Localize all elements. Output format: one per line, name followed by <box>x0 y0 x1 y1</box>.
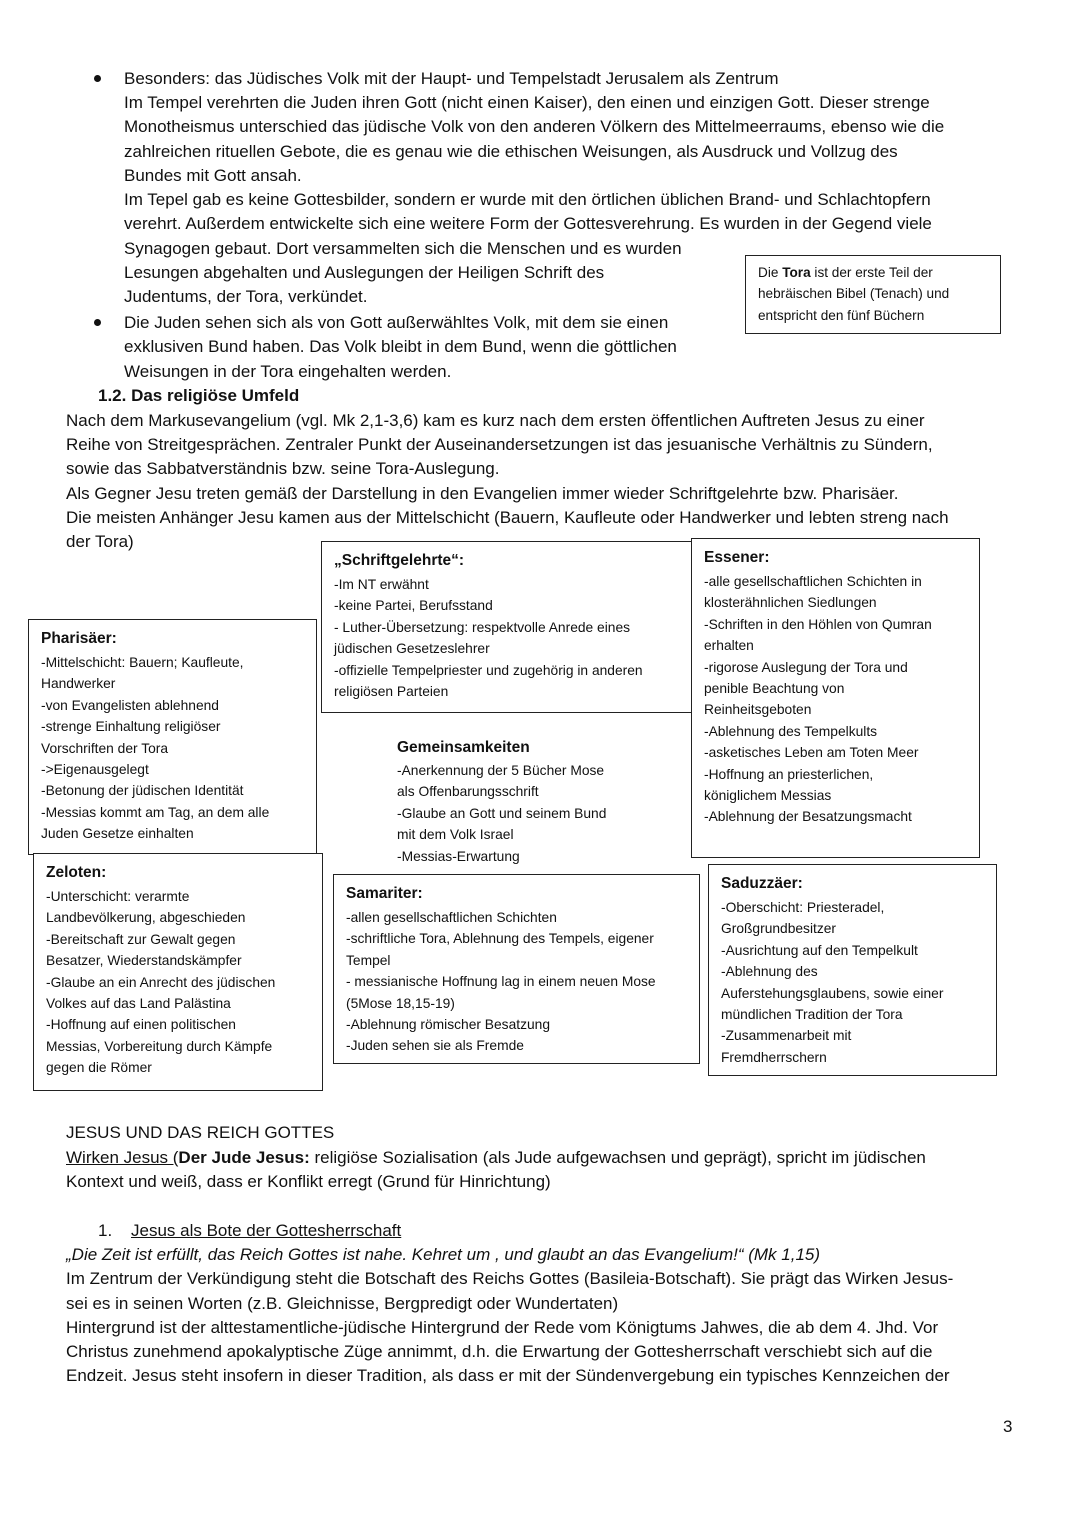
box-item: mündlichen Tradition der Tora <box>721 1007 903 1023</box>
box-item: -asketisches Leben am Toten Meer <box>704 745 919 761</box>
box-item: (5Mose 18,15-19) <box>346 995 455 1011</box>
tora-line-1 <box>758 262 988 283</box>
box-item: Tempel <box>346 952 391 968</box>
bullet-dot <box>94 319 101 326</box>
box-item: -Hoffnung an priesterlichen, <box>704 766 874 782</box>
box-item: Reinheitsgeboten <box>704 702 812 718</box>
box-item: -Ausrichtung auf den Tempelkult <box>721 942 918 958</box>
box-item: jüdischen Gesetzeslehrer <box>334 641 490 657</box>
wirken-line-2: Kontext und weiß, dass er Konflikt erregt (Grund für Hinrichtung) <box>66 1172 551 1191</box>
text-line: zahlreichen rituellen Gebote, die es genau wie die ethischen Weisungen, als Ausdruck und Vollzug des <box>124 142 898 161</box>
box-item: Vorschriften der Tora <box>41 740 169 756</box>
box-item: -allen gesellschaftlichen Schichten <box>346 910 557 925</box>
box-item: Auferstehungsglaubens, sowie einer <box>721 985 944 1001</box>
box-item: -Schriften in den Höhlen von Qumran <box>704 616 932 632</box>
wirken-rest: religiöse Sozialisation (als Jude aufgewachsen und geprägt), spricht im jüdischen <box>309 1148 926 1167</box>
box-item: ->Eigenausgelegt <box>41 762 149 778</box>
box-item: - messianische Hoffnung lag in einem neuen Mose <box>346 974 656 990</box>
text-line: Besonders: das Jüdisches Volk mit der Haupt- und Tempelstadt Jerusalem als Zentrum <box>124 69 779 88</box>
box-item: -Zusammenarbeit mit <box>721 1028 852 1044</box>
box-item: penible Beachtung von <box>704 681 845 697</box>
text-line: Hintergrund ist der alttestamentliche-jüdische Hintergrund der Rede vom Königtums Jahwes, die ab dem 4. Jhd. Vor <box>66 1318 939 1337</box>
wirken-line-1 <box>66 1146 926 1170</box>
box-item: -Glaube an Gott und seinem Bund <box>397 805 607 821</box>
box-item: -Messias-Erwartung <box>397 848 520 864</box>
text-line: sowie das Sabbatverständnis bzw. seine Tora-Auslegung. <box>66 459 500 478</box>
text-line: der Tora) <box>66 532 134 551</box>
box-item: -Betonung der jüdischen Identität <box>41 783 244 799</box>
pharisaeer-box <box>28 619 317 855</box>
box-item: erhalten <box>704 638 754 654</box>
text-line: exklusiven Bund haben. Das Volk bleibt in dem Bund, wenn die göttlichen <box>124 337 677 356</box>
tora-line-3: entspricht den fünf Büchern <box>758 307 925 323</box>
section-heading: 1.2. Das religiöse Umfeld <box>98 386 300 405</box>
samariter-box <box>333 874 700 1064</box>
box-item: -Ablehnung des <box>721 964 818 980</box>
saduzzaeer-box <box>708 864 997 1076</box>
text-line: Christus zunehmend apokalyptische Züge annimmt, d.h. die Erwartung der Gottesherrschaft verschiebt sich auf die <box>66 1342 933 1361</box>
box-item: Messias, Vorbereitung durch Kämpfe <box>46 1038 273 1054</box>
text-line: Nach dem Markusevangelium (vgl. Mk 2,1-3,6) kam es kurz nach dem ersten öffentlichen Auftreten Jesus zu einer <box>66 411 925 430</box>
box-title: Zeloten: <box>46 864 107 881</box>
box-item: -Unterschicht: verarmte <box>46 889 190 904</box>
text-line: Im Zentrum der Verkündigung steht die Botschaft des Reichs Gottes (Basileia-Botschaft). Sie prägt das Wirken Jesus- <box>66 1269 954 1288</box>
text-line: Die Juden sehen sich als von Gott außerwähltes Volk, mit dem sie einen <box>124 313 669 332</box>
box-item: -Anerkennung der 5 Bücher Mose <box>397 763 605 778</box>
box-item: -schriftliche Tora, Ablehnung des Tempels, eigener <box>346 931 654 947</box>
box-title: Pharisäer: <box>41 630 117 647</box>
box-item: als Offenbarungsschrift <box>397 784 539 800</box>
box-item: -strenge Einhaltung religiöser <box>41 719 221 735</box>
box-item: Handwerker <box>41 676 116 692</box>
box-item: klosterähnlichen Siedlungen <box>704 595 877 611</box>
page-number: 3 <box>1003 1417 1013 1436</box>
box-item: -Hoffnung auf einen politischen <box>46 1017 236 1033</box>
box-item: -Oberschicht: Priesteradel, <box>721 900 885 915</box>
tora-pre: Die <box>758 265 783 280</box>
box-title: Samariter: <box>346 885 423 902</box>
essener-box <box>691 538 980 858</box>
box-item: -offizielle Tempelpriester und zugehörig in anderen <box>334 662 643 678</box>
box-item: -alle gesellschaftlichen Schichten in <box>704 574 922 589</box>
box-item: - Luther-Übersetzung: respektvolle Anrede eines <box>334 619 631 635</box>
subsection-number: 1. <box>98 1221 113 1240</box>
subsection-heading: Jesus als Bote der Gottesherrschaft <box>131 1221 402 1240</box>
bible-quote: „Die Zeit ist erfüllt, das Reich Gottes ist nahe. Kehret um , und glaubt an das Evangelium!“ (Mk 1,15) <box>66 1245 821 1264</box>
text-line: Monotheismus unterschied das jüdische Volk von den anderen Völkern des Mittelmeerraums, ebenso wie die <box>124 117 945 136</box>
box-item: -von Evangelisten ablehnend <box>41 697 219 713</box>
text-line: Reihe von Streitgesprächen. Zentraler Punkt der Auseinandersetzungen ist das jesuanische Verhältnis zu Sündern, <box>66 435 933 454</box>
bullet-dot <box>94 75 101 82</box>
box-item: -rigorose Auslegung der Tora und <box>704 659 908 675</box>
box-item: -Messias kommt am Tag, an dem alle <box>41 804 270 820</box>
box-title: Saduzzäer: <box>721 875 803 892</box>
box-item: -Im NT erwähnt <box>334 577 429 592</box>
tora-bold: Tora <box>782 265 811 280</box>
box-item: Juden Gesetze einhalten <box>41 826 194 842</box>
schriftgelehrte-box <box>321 541 694 713</box>
box-item: königlichem Messias <box>704 788 832 804</box>
text-line: Endzeit. Jesus steht insofern in dieser Tradition, als dass er mit der Sündenvergebung ein typisches Kennzeichen der <box>66 1366 950 1385</box>
tora-line-2: hebräischen Bibel (Tenach) und <box>758 286 950 302</box>
text-line: Bundes mit Gott ansah. <box>124 166 302 185</box>
box-item: mit dem Volk Israel <box>397 827 514 843</box>
zeloten-box <box>33 853 323 1091</box>
jesus-section-heading: JESUS UND DAS REICH GOTTES <box>66 1123 335 1142</box>
box-item: gegen die Römer <box>46 1060 152 1076</box>
text-line: Im Tepel gab es keine Gottesbilder, sondern er wurde mit den örtlichen üblichen Brand- und Schlachtopfern <box>124 190 931 209</box>
box-item: -Ablehnung des Tempelkults <box>704 723 878 739</box>
text-line: Synagogen gebaut. Dort versammelten sich die Menschen und es wurden <box>124 239 682 258</box>
box-item: -Ablehnung der Besatzungsmacht <box>704 809 912 825</box>
gemeinsamkeiten-block <box>397 737 606 867</box>
box-title: „Schriftgelehrte“: <box>334 552 465 569</box>
jude-jesus-label: Der Jude Jesus: <box>178 1148 310 1167</box>
text-line: Judentums, der Tora, verkündet. <box>124 287 368 306</box>
tora-rest: ist der erste Teil der <box>810 265 933 280</box>
box-item: religiösen Parteien <box>334 684 449 700</box>
box-item: Besatzer, Wiederstandskämpfer <box>46 953 242 969</box>
wirken-label: Wirken Jesus ( <box>66 1148 179 1167</box>
box-item: -Ablehnung römischer Besatzung <box>346 1017 551 1033</box>
box-item: -keine Partei, Berufsstand <box>334 598 493 614</box>
text-line: Als Gegner Jesu treten gemäß der Darstellung in den Evangelien immer wieder Schriftgelehrte bzw. Pharisäer. <box>66 484 899 503</box>
box-item: -Glaube an ein Anrecht des jüdischen <box>46 974 276 990</box>
tora-definition-box <box>745 255 1001 334</box>
box-item: Volkes auf das Land Palästina <box>46 996 231 1012</box>
box-item: Großgrundbesitzer <box>721 921 837 937</box>
box-item: -Bereitschaft zur Gewalt gegen <box>46 931 236 947</box>
text-line: verehrt. Außerdem entwickelte sich eine weitere Form der Gottesverehrung. Es wurden in der Gegend viele <box>124 214 932 233</box>
text-line: Weisungen in der Tora eingehalten werden. <box>124 362 452 381</box>
box-item: Landbevölkerung, abgeschieden <box>46 910 246 926</box>
text-line: Im Tempel verehrten die Juden ihren Gott (nicht einen Kaiser), den einen und einzigen Gott. Dieser strenge <box>124 93 930 112</box>
box-item: -Juden sehen sie als Fremde <box>346 1038 524 1054</box>
box-item: Fremdherrschern <box>721 1049 827 1065</box>
box-item: -Mittelschicht: Bauern; Kaufleute, <box>41 655 244 670</box>
text-line: Lesungen abgehalten und Auslegungen der Heiligen Schrift des <box>124 263 605 282</box>
text-line: Die meisten Anhänger Jesu kamen aus der Mittelschicht (Bauern, Kaufleute oder Handwerker und lebten streng nach <box>66 508 949 527</box>
box-title: Essener: <box>704 549 770 566</box>
text-line: sei es in seinen Worten (z.B. Gleichnisse, Bergpredigt oder Wundertaten) <box>66 1294 619 1313</box>
box-title: Gemeinsamkeiten <box>397 739 530 756</box>
